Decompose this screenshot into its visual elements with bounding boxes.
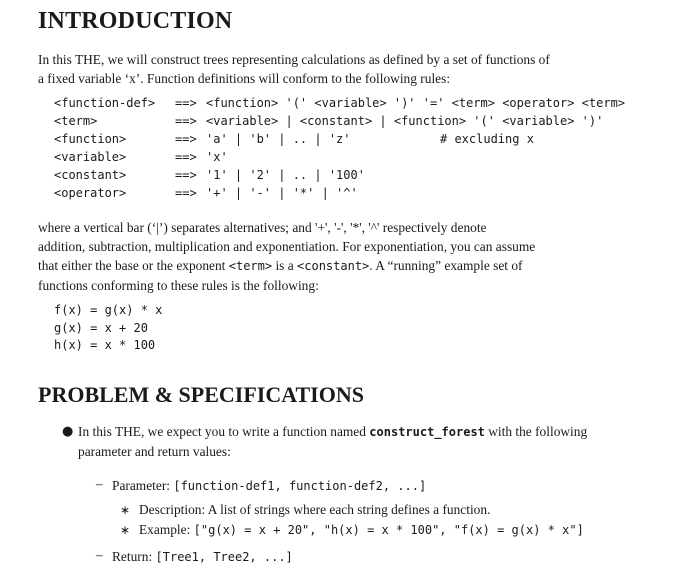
rule-arrow: ==>	[175, 132, 197, 146]
bullet-text: with the following	[484, 424, 588, 439]
bullet-item	[78, 422, 660, 462]
explanation-line	[38, 256, 660, 276]
intro-paragraph	[38, 50, 660, 88]
rule-rhs: 'x'	[206, 150, 228, 164]
explanation-text: . A “running” example set of	[369, 258, 523, 273]
section-heading-introduction: INTRODUCTION	[38, 8, 233, 34]
example-function: f(x) = g(x) * x	[54, 303, 163, 317]
rule-rhs: '+' | '-' | '*' | '^'	[206, 186, 358, 200]
bullet-line: parameter and return values:	[78, 444, 231, 459]
return-value: [Tree1, Tree2, ...]	[155, 550, 293, 564]
rule-arrow: ==>	[175, 150, 197, 164]
asterisk-icon: ∗	[120, 523, 131, 537]
rule-arrow: ==>	[175, 114, 197, 128]
explanation-line: addition, subtraction, multiplication and exponentiation. For exponentiation, you can assume	[38, 239, 536, 254]
rule-arrow: ==>	[175, 186, 197, 200]
rule-lhs: <operator>	[54, 186, 127, 200]
explanation-line: where a vertical bar (‘|’) separates alternatives; and '+', '-', '*', '^' respectively denote	[38, 220, 487, 235]
grammar-rule	[54, 186, 358, 204]
bullet-icon: ●	[62, 424, 74, 439]
explanation-paragraph	[38, 218, 660, 295]
explanation-text: that either the base or the exponent	[38, 258, 229, 273]
section-heading-problem: PROBLEM & SPECIFICATIONS	[38, 382, 364, 407]
explanation-line: functions conforming to these rules is the following:	[38, 278, 319, 293]
intro-line: a fixed variable ‘x’. Function definitions will conform to the following rules:	[38, 71, 451, 86]
rule-lhs: <function-def>	[54, 96, 156, 110]
asterisk-icon: ∗	[120, 503, 131, 517]
example-functions	[54, 303, 162, 356]
rule-rhs: <function> '(' <variable> ')' '=' <term> <operator> <term>	[206, 96, 626, 110]
grammar-rule	[54, 114, 604, 132]
return-label: Return:	[112, 549, 156, 564]
rule-lhs: <constant>	[54, 168, 127, 182]
rule-rhs: <variable> | <constant> | <function> '(' <variable> ')'	[206, 114, 604, 128]
constant-token: <constant>	[297, 259, 370, 273]
grammar-rules	[54, 96, 626, 204]
dash-icon: –	[96, 476, 103, 491]
rule-lhs: <function>	[54, 132, 127, 146]
term-token: <term>	[228, 259, 273, 273]
parameter-line	[112, 476, 426, 496]
rule-arrow: ==>	[175, 96, 197, 110]
rule-rhs: 'a' | 'b' | .. | 'z'	[206, 132, 351, 146]
return-line	[112, 547, 293, 567]
rule-lhs: <variable>	[54, 150, 127, 164]
bullet-line	[78, 422, 660, 442]
rule-rhs: '1' | '2' | .. | '100'	[206, 168, 365, 182]
dash-icon: –	[96, 547, 103, 562]
function-name: construct_forest	[369, 425, 485, 439]
rule-arrow: ==>	[175, 168, 197, 182]
example-function: g(x) = x + 20	[54, 320, 148, 335]
example-function: h(x) = x * 100	[54, 338, 156, 352]
rule-comment: # excluding x	[440, 132, 534, 146]
example-line	[139, 520, 584, 540]
bullet-text: In this THE, we expect you to write a function named	[78, 424, 370, 439]
grammar-rule	[54, 168, 365, 186]
grammar-rule	[54, 132, 534, 150]
parameter-label: Parameter:	[112, 478, 174, 493]
grammar-rule	[54, 150, 228, 168]
example-value: ["g(x) = x + 20", "h(x) = x * 100", "f(x) = g(x) * x"]	[193, 523, 584, 537]
rule-lhs: <term>	[54, 114, 98, 128]
example-label: Example:	[139, 522, 194, 537]
grammar-rule	[54, 96, 626, 114]
description-line: Description: A list of strings where each string defines a function.	[139, 502, 491, 517]
parameter-value: [function-def1, function-def2, ...]	[173, 479, 427, 493]
intro-line: In this THE, we will construct trees representing calculations as defined by a set of functions of	[38, 52, 550, 67]
explanation-text: is a	[272, 258, 298, 273]
